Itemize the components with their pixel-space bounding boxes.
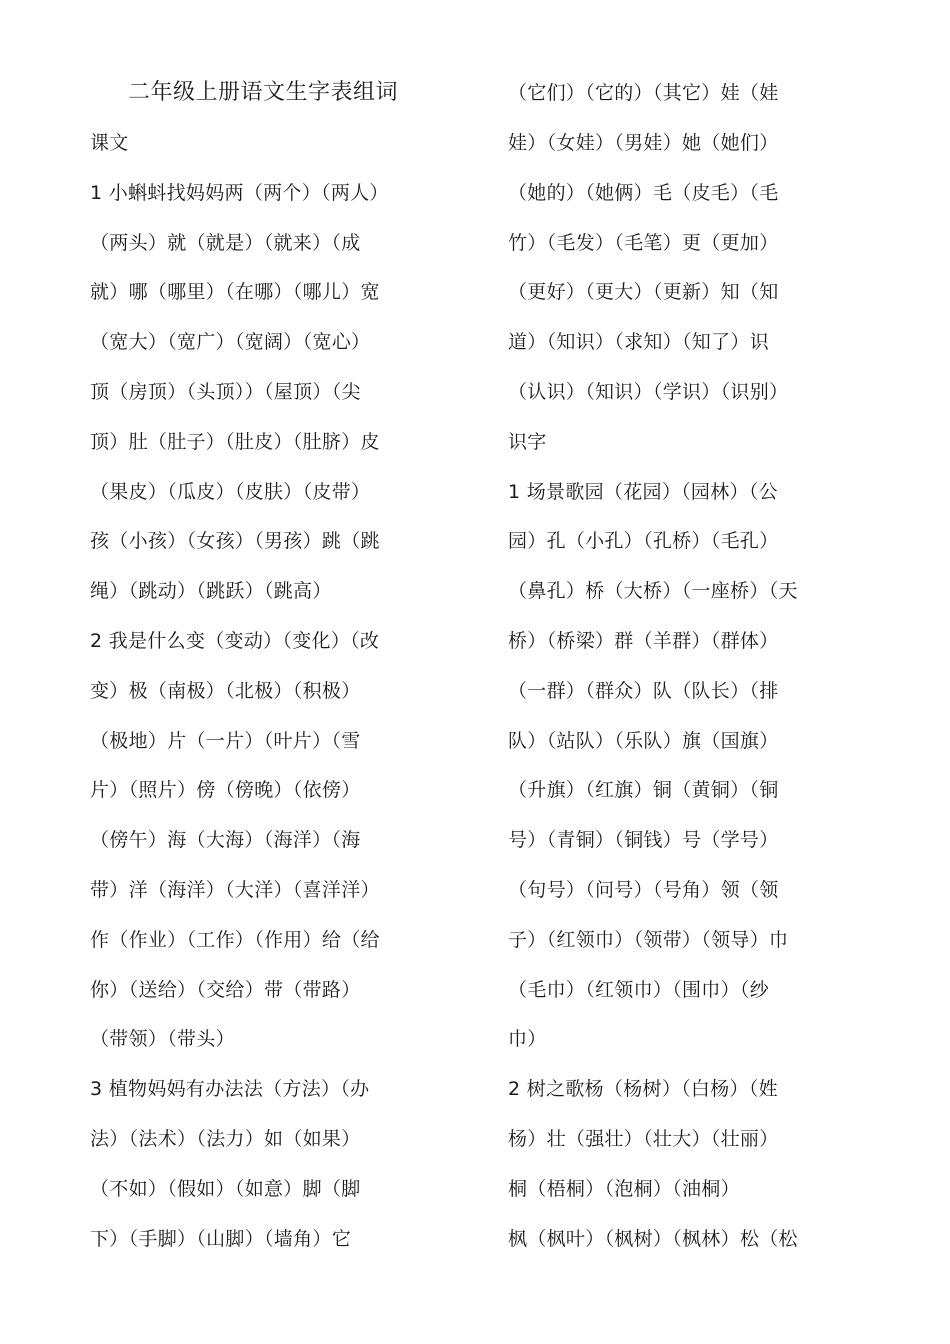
text-line: （认识）（知识）（学识）（识别） bbox=[508, 381, 789, 403]
text-line: 片）（照片）傍（傍晚）（依傍） bbox=[90, 779, 361, 801]
text-line: 下）（手脚）（山脚）（墙角）它 bbox=[90, 1228, 352, 1250]
text-line: 娃）（女娃）（男娃）她（她们） bbox=[508, 132, 779, 154]
text-line: 巾） bbox=[508, 1028, 547, 1050]
text-line: （带领）（带头） bbox=[90, 1028, 235, 1050]
text-line: 1 小蝌蚪找妈妈两（两个）（两人） bbox=[90, 182, 389, 204]
text-line: 2 我是什么变（变动）（变化）（改 bbox=[90, 630, 380, 652]
text-line: 园）孔（小孔）（孔桥）（毛孔） bbox=[508, 530, 779, 552]
document-title: 二年级上册语文生字表组词 bbox=[128, 80, 399, 105]
text-line: 1 场景歌园（花园）（园林）（公 bbox=[508, 481, 778, 503]
text-line: （句号）（问号）（号角）领（领 bbox=[508, 879, 779, 901]
text-line: 道）（知识）（求知）（知了）识 bbox=[508, 331, 770, 353]
text-line: 杨）壮（强壮）（壮大）（壮丽） bbox=[508, 1128, 779, 1150]
text-line: （不如）（假如）（如意）脚（脚 bbox=[90, 1178, 361, 1200]
text-line: 识字 bbox=[508, 431, 547, 453]
text-line: 作（作业）（工作）（作用）给（给 bbox=[90, 929, 380, 951]
text-line: （它们）（它的）（其它）娃（娃 bbox=[508, 82, 779, 104]
text-line: （果皮）（瓜皮）（皮肤）（皮带） bbox=[90, 481, 371, 503]
text-line: 2 树之歌杨（杨树）（白杨）（姓 bbox=[508, 1078, 778, 1100]
text-line: 法）（法术）（法力）如（如果） bbox=[90, 1128, 361, 1150]
text-line: 顶）肚（肚子）（肚皮）（肚脐）皮 bbox=[90, 431, 380, 453]
text-line: 绳）（跳动）（跳跃）（跳高） bbox=[90, 580, 332, 602]
text-line: （鼻孔）桥（大桥）（一座桥）（天 bbox=[508, 580, 798, 602]
text-line: 就）哪（哪里）（在哪）（哪儿）宽 bbox=[90, 281, 380, 303]
text-line: 3 植物妈妈有办法法（方法）（办 bbox=[90, 1078, 370, 1100]
text-line: （傍午）海（大海）（海洋）（海 bbox=[90, 829, 361, 851]
text-line: 变）极（南极）（北极）（积极） bbox=[90, 680, 361, 702]
text-line: 桥）（桥梁）群（羊群）（群体） bbox=[508, 630, 779, 652]
text-line: 你）（送给）（交给）带（带路） bbox=[90, 979, 361, 1001]
text-line: 号）（青铜）（铜钱）号（学号） bbox=[508, 829, 779, 851]
text-line: 桐（梧桐）（泡桐）（油桐） bbox=[508, 1178, 740, 1200]
text-line: （升旗）（红旗）铜（黄铜）（铜 bbox=[508, 779, 779, 801]
text-line: （宽大）（宽广）（宽阔）（宽心） bbox=[90, 331, 371, 353]
text-line: 孩（小孩）（女孩）（男孩）跳（跳 bbox=[90, 530, 380, 552]
text-line: 顶（房顶）（头顶））（屋顶）（尖 bbox=[90, 381, 361, 403]
text-line: （极地）片（一片）（叶片）（雪 bbox=[90, 730, 361, 752]
text-line: 队）（站队）（乐队）旗（国旗） bbox=[508, 730, 779, 752]
text-line: 带）洋（海洋）（大洋）（喜洋洋） bbox=[90, 879, 380, 901]
text-line: 枫（枫叶）（枫树）（枫林）松（松 bbox=[508, 1228, 798, 1250]
text-line: 子）（红领巾）（领带）（领导）巾 bbox=[508, 929, 789, 951]
text-line: （两头）就（就是）（就来）（成 bbox=[90, 232, 361, 254]
text-line: （更好）（更大）（更新）知（知 bbox=[508, 281, 779, 303]
text-line: （毛巾）（红领巾）（围巾）（纱 bbox=[508, 979, 770, 1001]
text-line: 竹）（毛发）（毛笔）更（更加） bbox=[508, 232, 779, 254]
text-line: （她的）（她俩）毛（皮毛）（毛 bbox=[508, 182, 779, 204]
text-line: （一群）（群众）队（队长）（排 bbox=[508, 680, 779, 702]
text-line: 课文 bbox=[90, 132, 129, 154]
